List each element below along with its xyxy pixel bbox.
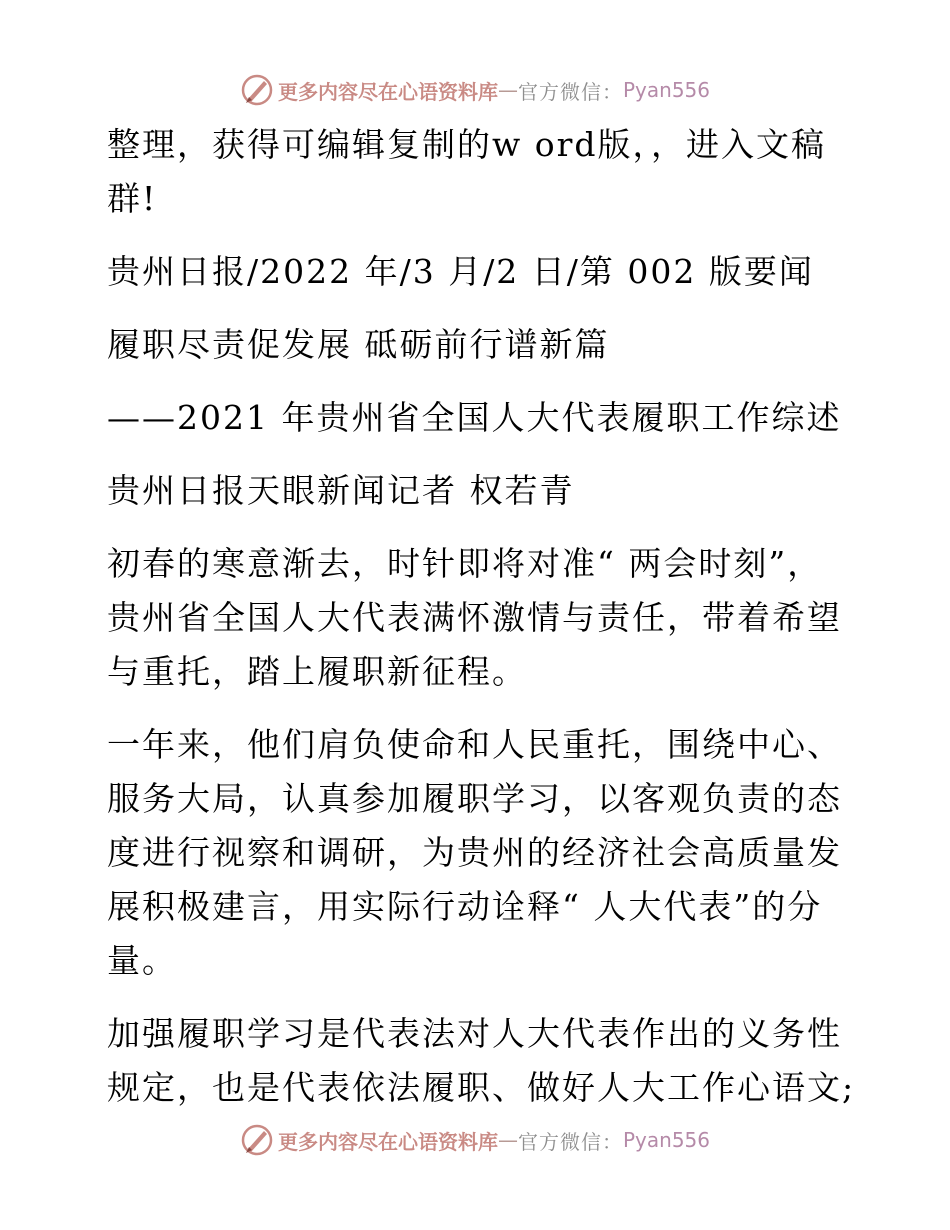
watermark-dash: —: [497, 1128, 518, 1152]
paragraph-intro: 整理，获得可编辑复制的w ord版，，进入文稿群!: [107, 125, 827, 218]
body-paragraph: 加强履职学习是代表法对人大代表作出的义务性规定，也是代表依法履职、做好人大工作心语文;: [107, 1014, 856, 1107]
body-paragraph: 初春的寒意渐去，时针即将对准“ 两会时刻”，贵州省全国人大代表满怀激情与责任，带着希望与重托，踏上履职新征程。: [107, 544, 842, 691]
article-title: 履职尽责促发展 砥砺前行谱新篇: [107, 325, 610, 364]
watermark-site-text: 更多内容尽在心语资料库: [277, 1129, 498, 1154]
document-body: [97, 118, 857, 1134]
watermark-id: Pyan556: [622, 1128, 710, 1152]
article-byline: 贵州日报天眼新闻记者 权若青: [107, 471, 575, 510]
page-footer-watermark: [0, 1122, 950, 1158]
watermark-id: Pyan556: [622, 78, 710, 102]
watermark-dash: —: [497, 78, 518, 102]
watermark-label: 官方微信：: [517, 79, 623, 104]
article-subtitle: ——2021 年贵州省全国人大代表履职工作综述: [107, 398, 842, 437]
page-header-watermark: [0, 72, 950, 108]
brush-pen-logo-icon: [240, 73, 274, 107]
brush-pen-logo-icon: [240, 1123, 274, 1157]
body-paragraph: 一年来，他们肩负使命和人民重托，围绕中心、服务大局，认真参加履职学习，以客观负责的态度进行视察和调研，为贵州的经济社会高质量发展积极建言，用实际行动诠释“ 人大代表”的分量。: [107, 725, 842, 980]
watermark-label: 官方微信：: [517, 1129, 623, 1154]
paragraph-source: 贵州日报/2022 年/3 月/2 日/第 002 版要闻: [107, 252, 814, 291]
watermark-site-text: 更多内容尽在心语资料库: [277, 79, 498, 104]
